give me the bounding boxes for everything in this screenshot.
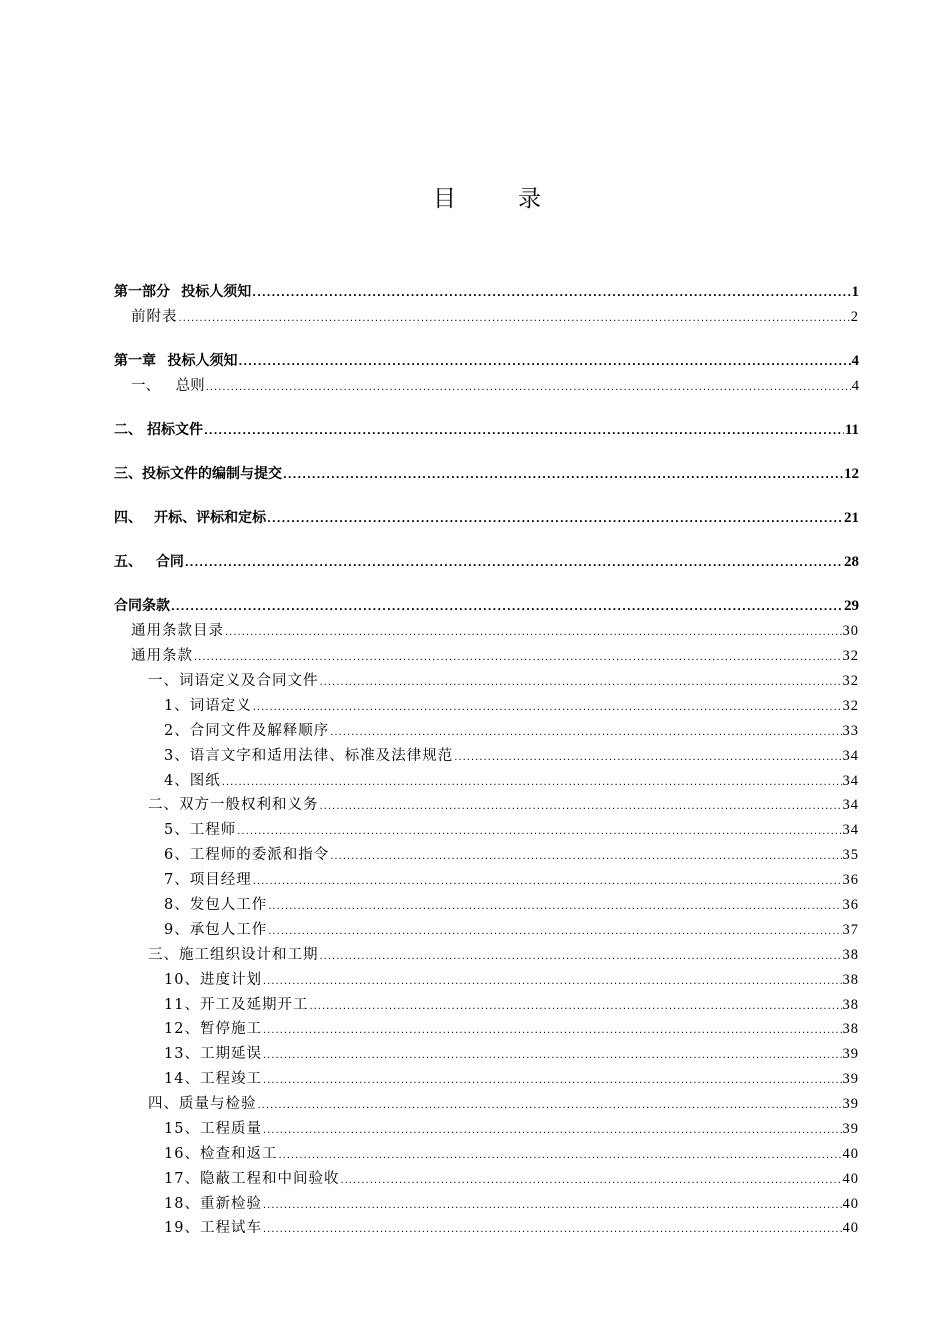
toc-entry-label: 19、工程试车: [164, 1220, 262, 1236]
toc-entry-label: 10、进度计划: [164, 972, 262, 988]
toc-entry-label: 11、开工及延期开工: [164, 997, 309, 1013]
toc-entry-front-table[interactable]: [131, 307, 859, 329]
toc-leader-dots: [252, 284, 850, 304]
toc-page-number: 1: [851, 284, 859, 300]
toc-leader-dots: [268, 897, 841, 917]
toc-page-number: 33: [842, 723, 859, 739]
toc-page-number: 29: [844, 598, 859, 614]
toc-leader-dots: [225, 623, 842, 643]
toc-entry-label: 6、工程师的委派和指令: [164, 847, 330, 863]
toc-page-number: 2: [850, 309, 859, 325]
toc-leader-dots: [185, 554, 843, 574]
toc-entry-label: 8、发包人工作: [164, 897, 268, 913]
toc-leader-dots: [340, 1171, 841, 1191]
toc-entry-item[interactable]: [164, 771, 859, 793]
toc-entry-section[interactable]: [148, 945, 859, 967]
toc-entry-label: 三、施工组织设计和工期: [148, 947, 319, 963]
toc-entry-label: 五、: [114, 554, 142, 570]
toc-entry-label: 1、词语定义: [164, 698, 252, 714]
toc-entry-item[interactable]: [164, 820, 859, 842]
toc-page-number: 34: [842, 773, 859, 789]
toc-page-number: 30: [842, 623, 859, 639]
toc-entry-contract[interactable]: [114, 552, 859, 574]
toc-entry-item[interactable]: [164, 1069, 859, 1091]
toc-entry-label: 三、投标文件的编制与提交: [114, 466, 282, 482]
toc-leader-dots: [263, 972, 842, 992]
toc-entry-contract-terms[interactable]: [114, 596, 859, 618]
toc-page-number: 36: [842, 872, 859, 888]
toc-entry-label: 第一章: [114, 353, 156, 369]
toc-entry-item[interactable]: [164, 845, 859, 867]
toc-page-number: 38: [842, 947, 859, 963]
toc-leader-dots: [263, 1071, 842, 1091]
toc-page-number: 39: [842, 1121, 859, 1137]
toc-entry-label: 13、工期延误: [164, 1046, 262, 1062]
toc-page-number: 40: [842, 1171, 859, 1187]
toc-entry-label: 通用条款目录: [131, 623, 224, 639]
toc-entry-label-2: 总则: [175, 378, 205, 394]
toc-leader-dots: [222, 773, 842, 793]
toc-page-number: 40: [842, 1146, 859, 1162]
toc-entry-label: 前附表: [131, 309, 178, 325]
toc-entry-item[interactable]: [164, 920, 859, 942]
toc-entry-item[interactable]: [164, 1119, 859, 1141]
toc-entry-item[interactable]: [164, 721, 859, 743]
toc-entry-label: 15、工程质量: [164, 1121, 262, 1137]
toc-page-number: 32: [842, 698, 859, 714]
toc-entry-item[interactable]: [164, 1194, 859, 1216]
toc-entry-item[interactable]: [164, 1019, 859, 1041]
toc-leader-dots: [263, 1046, 842, 1066]
toc-entry-item[interactable]: [164, 696, 859, 718]
toc-page-number: 11: [844, 422, 859, 438]
toc-leader-dots: [253, 698, 842, 718]
toc-page-number: 40: [842, 1196, 859, 1212]
toc-leader-dots: [179, 309, 850, 329]
toc-leader-dots: [309, 997, 841, 1017]
toc-leader-dots: [454, 748, 841, 768]
toc-entry-item[interactable]: [164, 746, 859, 768]
toc-entry-label: 一、: [131, 378, 160, 394]
toc-leader-dots: [330, 723, 841, 743]
toc-page-number: 34: [842, 748, 859, 764]
toc-page-number: 28: [844, 554, 859, 570]
toc-title-char-1: 目: [433, 186, 458, 212]
toc-page-number: 32: [842, 673, 859, 689]
toc-entry-label: 二、: [114, 422, 142, 438]
toc-leader-dots: [263, 1121, 842, 1141]
toc-entry-label: 合同条款: [114, 598, 170, 614]
toc-entry-label-2: 合同: [155, 554, 184, 570]
toc-page-number: 38: [842, 997, 859, 1013]
toc-page-number: 39: [842, 1071, 859, 1087]
toc-entry-general-terms-index[interactable]: [131, 621, 859, 643]
toc-leader-dots: [239, 353, 851, 373]
toc-entry-label: 7、项目经理: [164, 872, 252, 888]
toc-entry-item[interactable]: [164, 1144, 859, 1166]
toc-entry-label: 二、双方一般权利和义务: [148, 797, 319, 813]
toc-leader-dots: [263, 1220, 842, 1240]
toc-entry-item[interactable]: [164, 995, 859, 1017]
toc-title-char-2: 录: [518, 186, 543, 212]
toc-entry-bid-preparation[interactable]: [114, 464, 859, 486]
toc-entry-section[interactable]: [148, 795, 859, 817]
toc-leader-dots: [263, 1196, 842, 1216]
toc-leader-dots: [283, 466, 843, 486]
toc-leader-dots: [206, 378, 851, 398]
toc-entry-general[interactable]: [131, 376, 859, 398]
toc-entry-label-2: 招标文件: [146, 422, 203, 438]
toc-entry-label-2: 开标、评标和定标: [154, 510, 267, 526]
toc-entry-section[interactable]: [148, 671, 859, 693]
toc-page-number: 34: [842, 822, 859, 838]
toc-leader-dots: [253, 872, 842, 892]
toc-page-number: 36: [842, 897, 859, 913]
toc-entry-tender-docs[interactable]: [114, 420, 859, 442]
toc-entry-label: 17、隐蔽工程和中间验收: [164, 1171, 340, 1187]
toc-leader-dots: [237, 822, 841, 842]
toc-leader-dots: [263, 1021, 842, 1041]
toc-entry-label: 5、工程师: [164, 822, 237, 838]
toc-page-number: 38: [842, 972, 859, 988]
toc-entry-label: 9、承包人工作: [164, 922, 268, 938]
toc-page-number: 40: [842, 1220, 859, 1236]
toc-leader-dots: [278, 1146, 841, 1166]
toc-page-number: 39: [842, 1096, 859, 1112]
toc-page-number: 39: [842, 1046, 859, 1062]
toc-entry-item[interactable]: [164, 1044, 859, 1066]
toc-entry-item[interactable]: [164, 970, 859, 992]
toc-entry-label: 四、质量与检验: [148, 1096, 257, 1112]
toc-title: [0, 180, 950, 213]
toc-leader-dots: [258, 1096, 842, 1116]
toc-entry-label: 12、暂停施工: [164, 1021, 262, 1037]
toc-leader-dots: [267, 510, 843, 530]
toc-entry-label: 4、图纸: [164, 773, 221, 789]
toc-page-number: 32: [842, 648, 859, 664]
toc-page-number: 34: [842, 797, 859, 813]
toc-entry-label-2: 投标人须知: [181, 284, 252, 300]
toc-page-number: 37: [842, 922, 859, 938]
toc-leader-dots: [204, 422, 844, 442]
toc-leader-dots: [320, 673, 842, 693]
toc-entry-item[interactable]: [164, 1218, 859, 1240]
toc-page-number: 4: [851, 378, 859, 394]
toc-entry-label: 3、语言文字和适用法律、标准及法律规范: [164, 748, 454, 764]
toc-leader-dots: [268, 922, 841, 942]
toc-leader-dots: [171, 598, 843, 618]
toc-entry-label: 通用条款: [131, 648, 193, 664]
toc-leader-dots: [194, 648, 842, 668]
toc-page-number: 38: [842, 1021, 859, 1037]
toc-page-number: 4: [851, 353, 859, 369]
toc-page-number: 35: [842, 847, 859, 863]
toc-leader-dots: [320, 947, 842, 967]
toc-entry-part-one[interactable]: [114, 282, 859, 304]
toc-page-number: 12: [844, 466, 859, 482]
toc-entry-bid-opening[interactable]: [114, 508, 859, 530]
toc-entry-item[interactable]: [164, 870, 859, 892]
toc-entry-label: 2、合同文件及解释顺序: [164, 723, 330, 739]
toc-entry-item[interactable]: [164, 895, 859, 917]
toc-entry-label-2: 投标人须知: [167, 353, 238, 369]
toc-entry-label: 16、检查和返工: [164, 1146, 278, 1162]
toc-entry-label: 14、工程竣工: [164, 1071, 262, 1087]
toc-entry-item[interactable]: [164, 1169, 859, 1191]
toc-entry-chapter-one[interactable]: [114, 351, 859, 373]
toc-entry-general-terms[interactable]: [131, 646, 859, 668]
toc-entry-section[interactable]: [148, 1094, 859, 1116]
toc-entry-label: 一、词语定义及合同文件: [148, 673, 319, 689]
toc-entry-label: 四、: [114, 510, 142, 526]
toc-leader-dots: [330, 847, 841, 867]
toc-leader-dots: [320, 797, 842, 817]
toc-entry-label: 18、重新检验: [164, 1196, 262, 1212]
toc-entry-label: 第一部分: [114, 284, 170, 300]
toc-page-number: 21: [844, 510, 859, 526]
